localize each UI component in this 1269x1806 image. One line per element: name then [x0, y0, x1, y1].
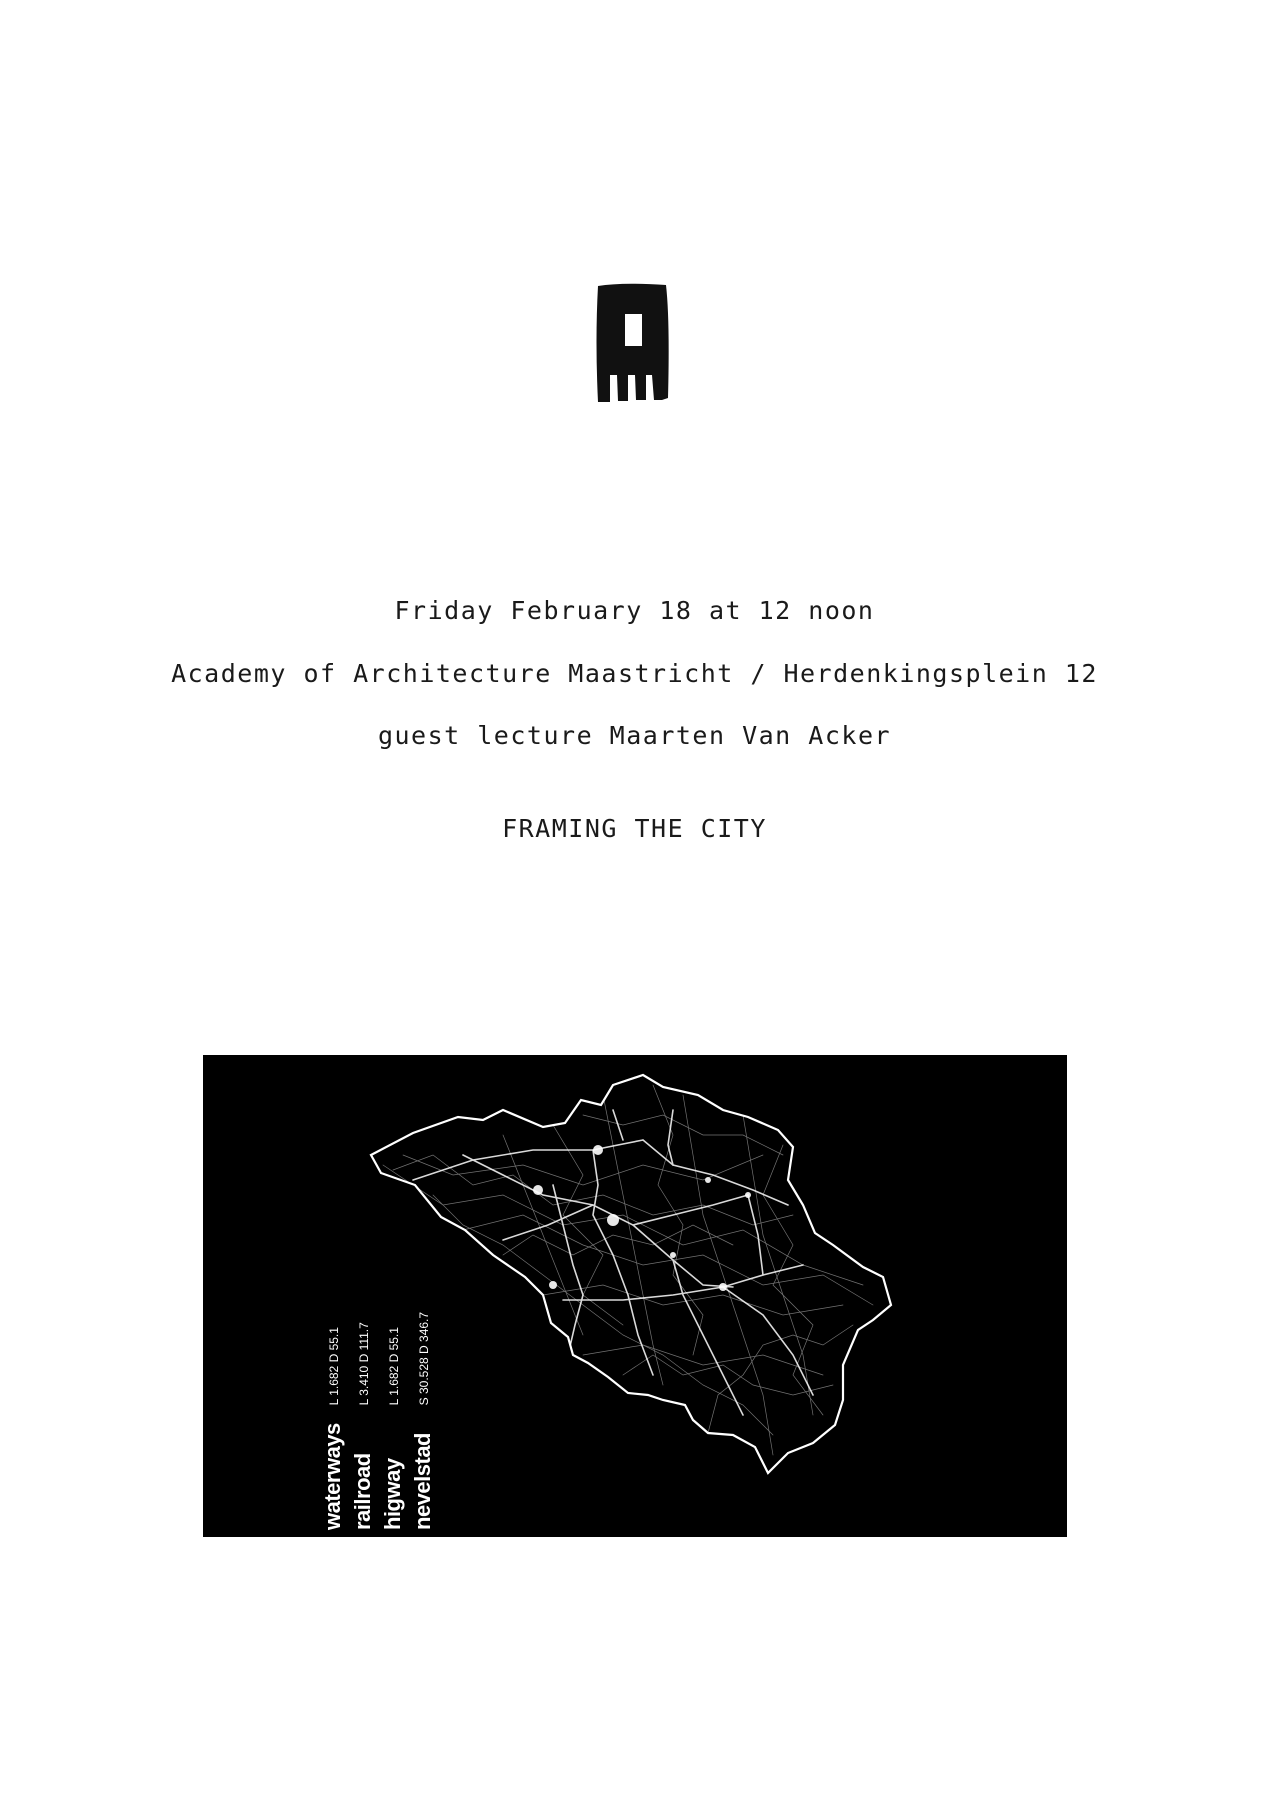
legend-name: railroad — [350, 1453, 375, 1530]
legend-item-nevelstad — [408, 1270, 438, 1530]
legend-item-railroad — [348, 1270, 378, 1530]
legend-stat: L 3.410 D 111.7 — [357, 1322, 371, 1406]
legend-stat: L 1.682 D 55.1 — [327, 1327, 341, 1406]
event-date: Friday February 18 at 12 noon — [394, 596, 875, 625]
event-venue: Academy of Architecture Maastricht / Herdenkingsplein 12 — [171, 659, 1098, 688]
map-legend — [318, 1270, 438, 1530]
legend-item-waterways — [318, 1270, 348, 1530]
legend-item-higway — [378, 1270, 408, 1530]
legend-name: waterways — [320, 1423, 345, 1530]
academy-logo-icon — [592, 280, 676, 406]
legend-name: higway — [380, 1458, 405, 1530]
event-lecture: guest lecture Maarten Van Acker — [377, 721, 892, 750]
legend-stat: L 1.682 D 55.1 — [387, 1327, 401, 1406]
legend-stat: S 30.528 D 346.7 — [417, 1311, 431, 1406]
lecture-title: FRAMING THE CITY — [502, 814, 767, 843]
legend-name: nevelstad — [410, 1433, 435, 1530]
